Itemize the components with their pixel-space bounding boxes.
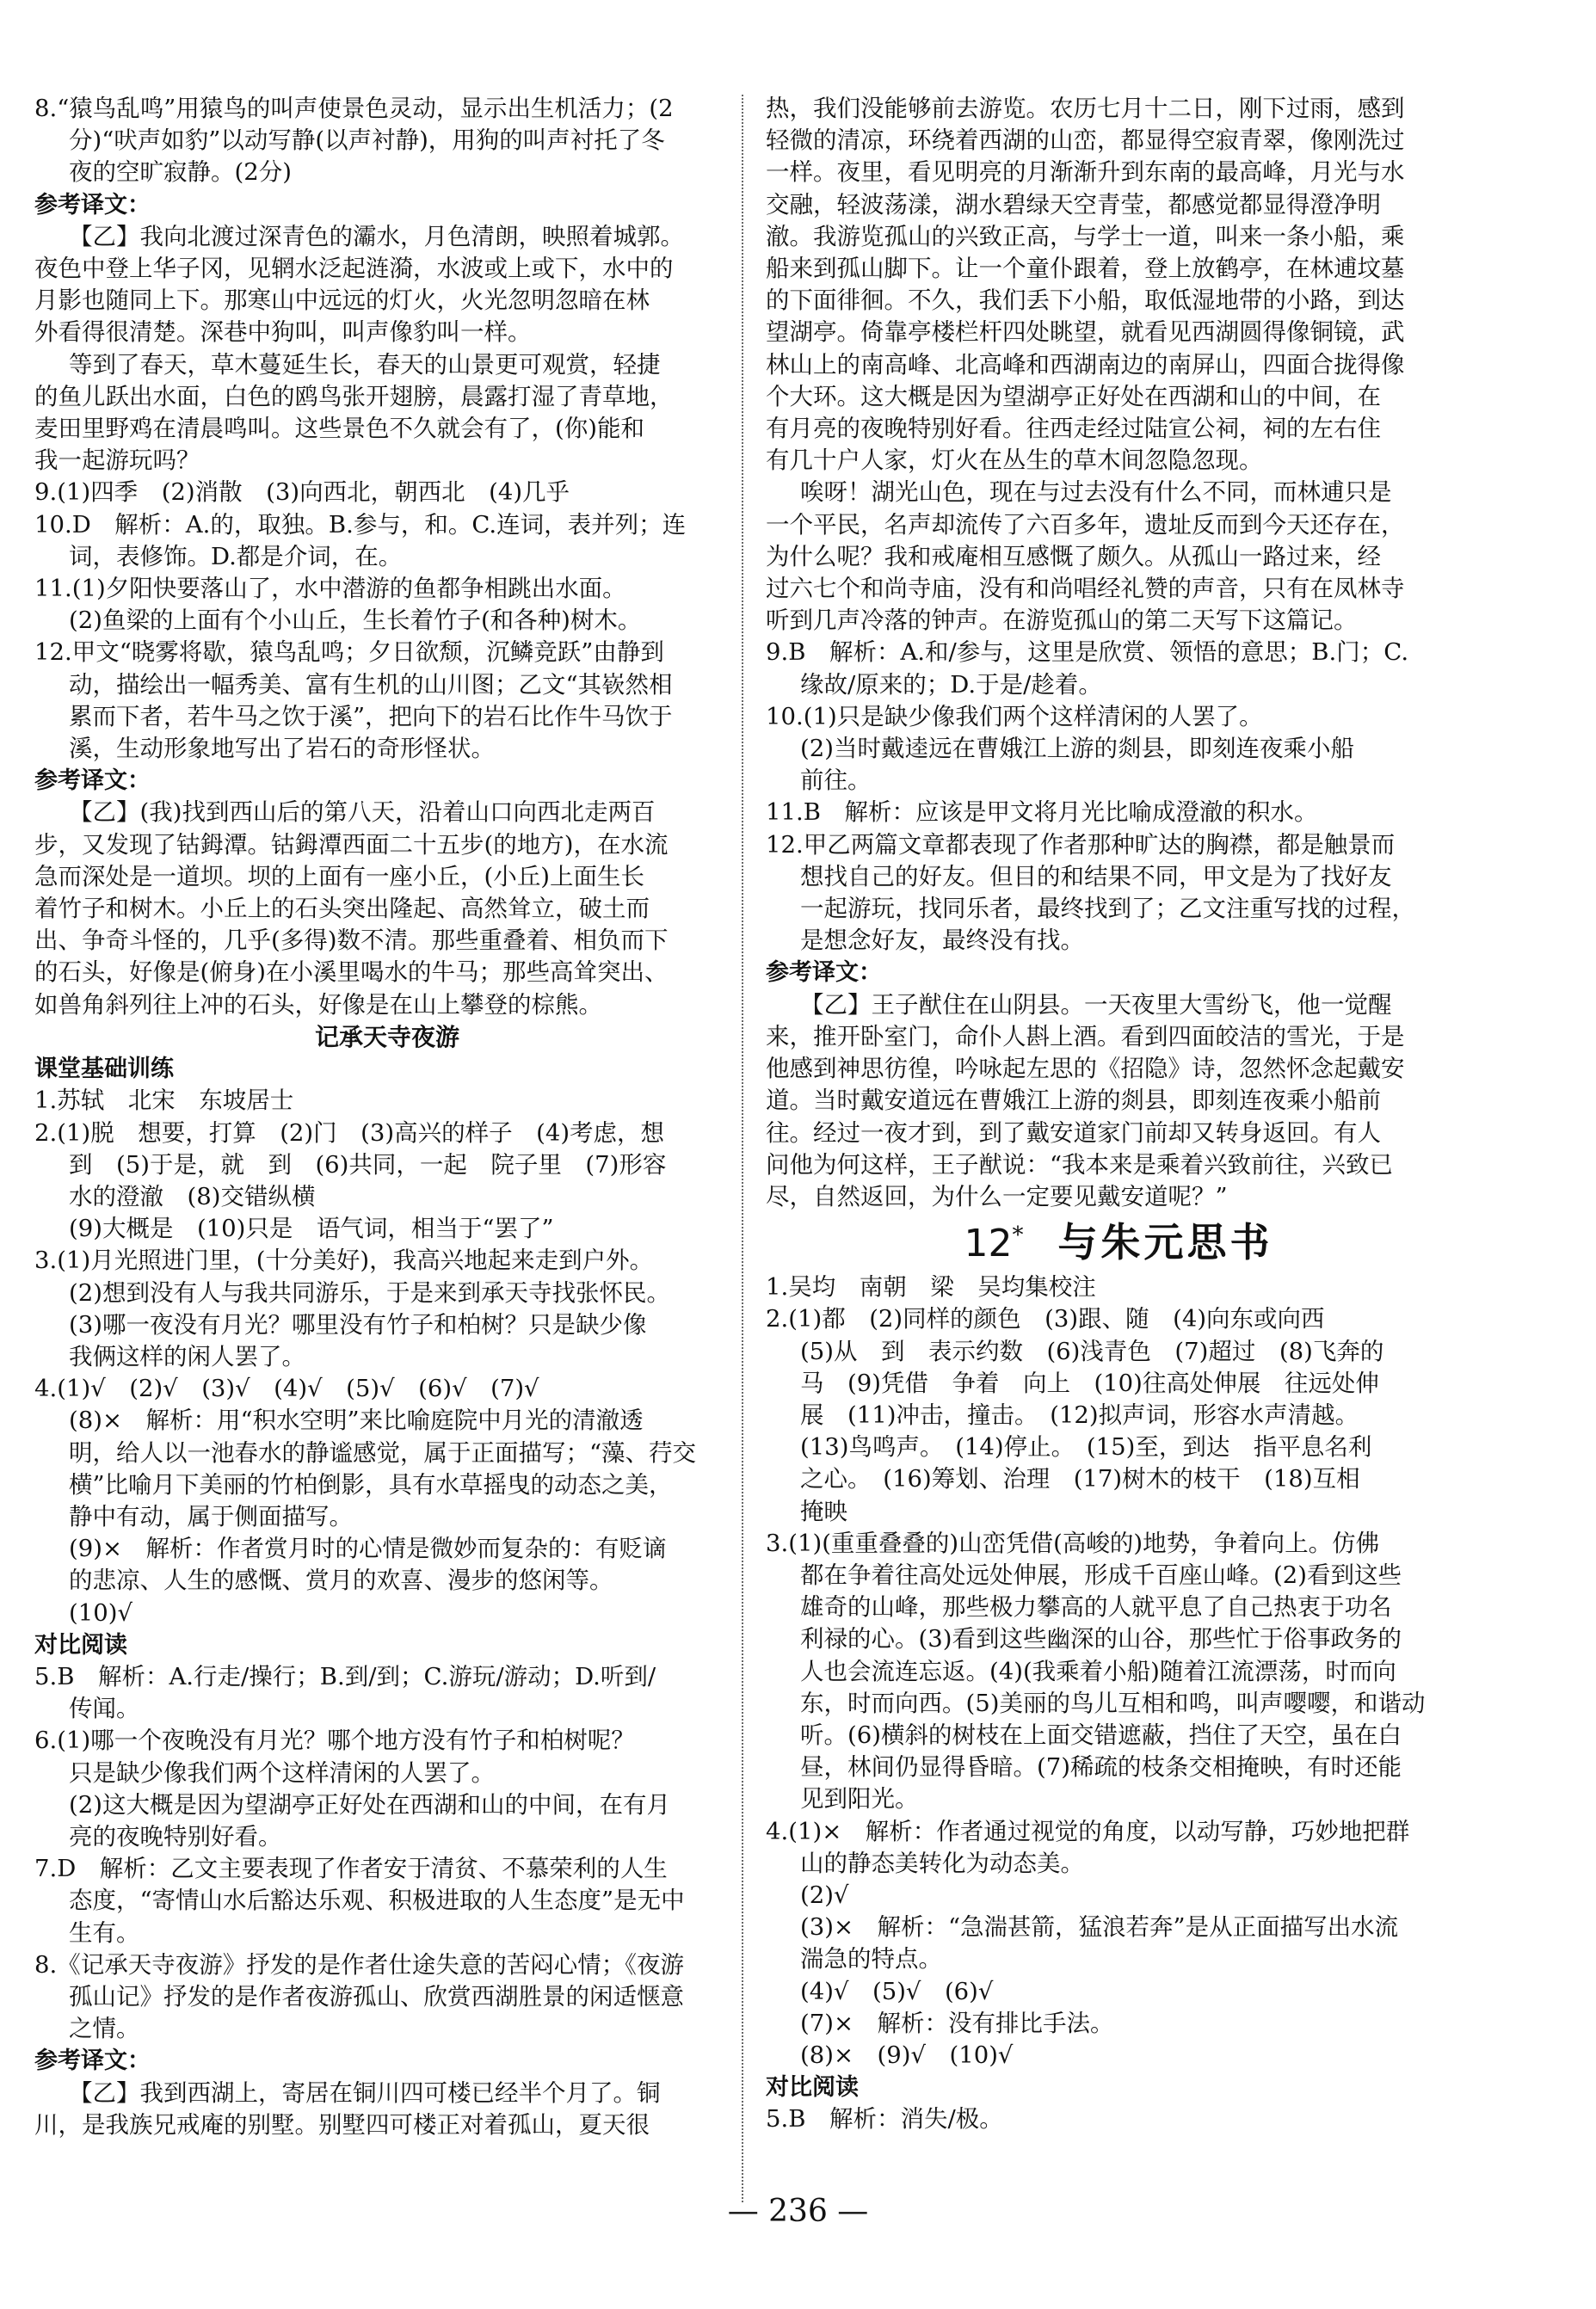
text-line: 传闻。	[69, 1695, 140, 1723]
text-line: 明，给人以一池春水的静谧感觉，属于正面描写；“藻、荇交	[69, 1438, 697, 1467]
text-line: 步，又发现了钴鉧潭。钴鉧潭西面二十五步(的地方)，在水流	[34, 830, 669, 859]
text-line: 11.B 解析：应该是甲文将月光比喻成澄澈的积水。	[766, 798, 1318, 827]
text-line: 林山上的南高峰、北高峰和西湖南边的南屏山，四面合拢得像	[766, 350, 1405, 379]
text-line: 1.苏轼 北宋 东坡居士	[34, 1087, 294, 1115]
text-line: 川，是我族兄戒庵的别墅。别墅四可楼正对着孤山，夏天很	[34, 2110, 650, 2139]
text-line: 的悲凉、人生的感慨、赏月的欢喜、漫步的悠闲等。	[69, 1567, 613, 1595]
text-line: 利禄的心。(3)看到这些幽深的山谷，那些忙于俗事政务的	[800, 1625, 1402, 1653]
text-line: 4.(1)× 解析：作者通过视觉的角度，以动写静，巧妙地把群	[766, 1817, 1410, 1845]
lesson-heading	[766, 1215, 1471, 1270]
text-line: 急而深处是一道坝。坝的上面有一座小丘，(小丘)上面生长	[34, 862, 644, 890]
text-line: 听到几声冷落的钟声。在游览孤山的第二天写下这篇记。	[766, 606, 1358, 635]
text-line: 马 (9)凭借 争着 向上 (10)往高处伸展 往远处伸	[800, 1369, 1379, 1397]
text-line: 见到阳光。	[800, 1785, 919, 1813]
text-line: 外看得很清楚。深巷中狗叫，叫声像豹叫一样。	[34, 318, 532, 347]
text-line: 澈。我游览孤山的兴致正高，与学士一道，叫来一条小船，乘	[766, 222, 1405, 250]
text-line: 我一起游玩吗？	[34, 446, 200, 475]
text-line: 为什么呢？我和戒庵相互感慨了颇久。从孤山一路过来，经	[766, 542, 1381, 570]
text-line: 想找自己的好友。但目的和结果不同，甲文是为了找好友	[800, 862, 1392, 890]
text-line: 麦田里野鸡在清晨鸣叫。这些景色不久就会有了，(你)能和	[34, 415, 644, 443]
text-line: 11.(1)夕阳快要落山了，水中潜游的鱼都争相跳出水面。	[34, 575, 626, 603]
text-line: 夜的空旷寂静。(2分)	[69, 158, 292, 187]
text-line: 【乙】(我)找到西山后的第八天，沿着山口向西北走两百	[69, 798, 656, 827]
text-line: 词，表修饰。D.都是介词，在。	[69, 542, 403, 570]
text-line: 昼，林间仍显得昏暗。(7)稀疏的枝条交相掩映，有时还能	[800, 1753, 1402, 1782]
section-heading: 参考译文：	[766, 959, 882, 987]
article-title: 记承天寺夜游	[314, 1022, 459, 1051]
text-line: 人也会流连忘返。(4)(我乘着小船)随着江流漂荡，时而向	[800, 1657, 1396, 1685]
text-line: 累而下者，若牛马之饮于溪”，把向下的岩石比作牛马饮于	[69, 702, 673, 730]
text-line: 横”比喻月下美丽的竹柏倒影，具有水草摇曳的动态之美，	[69, 1470, 673, 1499]
text-line: (9)× 解析：作者赏月时的心情是微妙而复杂的：有贬谪	[69, 1535, 667, 1563]
section-heading: 参考译文：	[34, 191, 151, 219]
text-line: (2)当时戴逵远在曹娥江上游的剡县，即刻连夜乘小船	[800, 735, 1354, 763]
text-line: (2)这大概是因为望湖亭正好处在西湖和山的中间，在有月	[69, 1790, 670, 1819]
text-line: 10.D 解析：A.的，取独。B.参与，和。C.连词，表并列；连	[34, 510, 687, 539]
lesson-title: 与朱元思书	[1057, 1219, 1273, 1266]
text-line: 的下面徘徊。不久，我们丢下小船，取低湿地带的小路，到达	[766, 286, 1405, 315]
text-line: 前往。	[800, 767, 872, 795]
text-line: 是想念好友，最终没有找。	[800, 927, 1084, 955]
section-heading: 参考译文：	[34, 767, 151, 795]
text-line: 来，推开卧室门，命仆人斟上酒。看到四面皎洁的雪光，于是	[766, 1022, 1405, 1050]
text-line: (13)鸟鸣声。 (14)停止。 (15)至，到达 指平息名利	[800, 1433, 1372, 1462]
text-line: 一个平民，名声却流传了六百多年，遗址反而到今天还存在，	[766, 510, 1405, 539]
text-line: (2)√	[800, 1881, 849, 1909]
text-line: (9)大概是 (10)只是 语气词，相当于“罢了”	[69, 1215, 554, 1243]
text-line: 月影也随同上下。那寒山中远远的灯火，火光忽明忽暗在林	[34, 286, 650, 315]
text-line: 东，时而向西。(5)美丽的鸟儿互相和鸣，叫声嘤嘤，和谐动	[800, 1689, 1426, 1717]
text-line: 展 (11)冲击，撞击。 (12)拟声词，形容水声清越。	[800, 1401, 1359, 1429]
text-line: (8)× (9)√ (10)√	[800, 2041, 1014, 2069]
lesson-number: 12	[964, 1222, 1013, 1266]
text-line: 静中有动，属于侧面描写。	[69, 1502, 353, 1530]
text-line: 一样。夜里，看见明亮的月渐渐升到东南的最高峰，月光与水	[766, 158, 1405, 187]
text-line: 他感到神思彷徨，吟咏起左思的《招隐》诗，忽然怀念起戴安	[766, 1055, 1405, 1083]
text-line: 有几十户人家，灯火在丛生的草木间忽隐忽现。	[766, 446, 1263, 475]
text-line: 动，描绘出一幅秀美、富有生机的山川图；乙文“其嵚然相	[69, 670, 673, 699]
section-heading: 对比阅读	[766, 2074, 859, 2102]
text-line: 一起游玩，找同乐者，最终找到了；乙文注重写找的过程，	[800, 895, 1415, 923]
text-line: 生有。	[69, 1918, 140, 1947]
text-line: 出、争奇斗怪的，几乎(多得)数不清。那些重叠着、相负而下	[34, 927, 669, 955]
text-line: 12.甲文“晓雾将歇，猿鸟乱鸣；夕日欲颓，沉鳞竞跃”由静到	[34, 638, 664, 667]
text-line: 山的静态美转化为动态美。	[800, 1849, 1084, 1877]
text-line: (4)√ (5)√ (6)√	[800, 1977, 994, 2005]
text-line: 2.(1)都 (2)同样的颜色 (3)跟、随 (4)向东或向西	[766, 1305, 1325, 1333]
text-line: 着竹子和树木。小丘上的石头突出隆起、高然耸立，破土而	[34, 895, 650, 923]
text-line: 8.《记承天寺夜游》抒发的是作者仕途失意的苦闷心情；《夜游	[34, 1950, 684, 1979]
text-line: 孤山记》抒发的是作者夜游孤山、欣赏西湖胜景的闲适惬意	[69, 1982, 684, 2010]
text-line: (3)哪一夜没有月光？哪里没有竹子和柏树？只是缺少像	[69, 1310, 647, 1339]
text-line: 3.(1)(重重叠叠的)山峦凭借(高峻的)地势，争着向上。仿佛	[766, 1529, 1380, 1557]
text-line: 9.(1)四季 (2)消散 (3)向西北，朝西北 (4)几乎	[34, 478, 570, 507]
text-line: (5)从 到 表示约数 (6)浅青色 (7)超过 (8)飞奔的	[800, 1337, 1384, 1365]
text-line: 之心。 (16)筹划、治理 (17)树木的枝干 (18)互相	[800, 1465, 1360, 1493]
text-line: 9.B 解析：A.和/参与，这里是欣赏、领悟的意思；B.门；C.	[766, 638, 1409, 667]
text-line: 1.吴均 南朝 梁 吴均集校注	[766, 1273, 1096, 1302]
text-line: 夜色中登上华子冈，见辋水泛起涟漪，水波或上或下，水中的	[34, 255, 674, 283]
text-line: 3.(1)月光照进门里，(十分美好)，我高兴地起来走到户外。	[34, 1247, 654, 1275]
text-line: 的石头，好像是(俯身)在小溪里喝水的牛马；那些高耸突出、	[34, 958, 669, 987]
text-line: 交融，轻波荡漾，湖水碧绿天空青莹，都感觉都显得澄净明	[766, 190, 1381, 219]
text-line: 尽，自然返回，为什么一定要见戴安道呢？”	[766, 1182, 1228, 1210]
text-line: 有月亮的夜晚特别好看。往西走经过陆宣公祠，祠的左右住	[766, 415, 1381, 443]
text-line: (2)鱼梁的上面有个小山丘，生长着竹子(和各种)树木。	[69, 606, 642, 635]
text-line: 热，我们没能够前去游览。农历七月十二日，刚下过雨，感到	[766, 95, 1405, 122]
lesson-star: *	[1012, 1222, 1024, 1249]
text-line: 分)“吠声如豹”以动写静(以声衬静)，用狗的叫声衬托了冬	[69, 126, 665, 155]
text-line: 望湖亭。倚靠亭楼栏杆四处眺望，就看见西湖圆得像铜镜，武	[766, 318, 1405, 347]
text-line: 的鱼儿跃出水面，白色的鸥鸟张开翅膀，晨露打湿了青草地，	[34, 382, 674, 410]
text-line: 道。当时戴安道远在曹娥江上游的剡县，即刻连夜乘小船前	[766, 1087, 1381, 1115]
text-line: 我俩这样的闲人罢了。	[69, 1342, 305, 1370]
text-line: 水的澄澈 (8)交错纵横	[69, 1182, 316, 1210]
text-line: 往。经过一夜才到，到了戴安道家门前却又转身返回。有人	[766, 1118, 1381, 1147]
text-line: 溪，生动形象地写出了岩石的奇形怪状。	[69, 735, 495, 763]
text-line: 雄奇的山峰，那些极力攀高的人就平息了自己热衷于功名	[800, 1593, 1392, 1622]
text-line: 8.“猿鸟乱鸣”用猿鸟的叫声使景色灵动，显示出生机活力；(2	[34, 95, 674, 122]
text-line: 5.B 解析：消失/极。	[766, 2105, 1003, 2134]
text-line: 之情。	[69, 2015, 140, 2043]
text-line: 到 (5)于是，就 到 (6)共同，一起 院子里 (7)形容	[69, 1150, 667, 1179]
text-line: (10)√	[69, 1598, 132, 1627]
text-line: 只是缺少像我们两个这样清闲的人罢了。	[69, 1758, 495, 1787]
text-line: 个大环。这大概是因为望湖亭正好处在西湖和山的中间，在	[766, 382, 1381, 410]
left-column	[34, 93, 740, 2141]
section-heading: 课堂基础训练	[34, 1056, 174, 1083]
right-column	[766, 93, 1471, 2136]
text-line: 【乙】王子猷住在山阴县。一天夜里大雪纷飞，他一觉醒	[800, 990, 1392, 1019]
text-line: 态度，“寄情山水后豁达乐观、积极进取的人生态度”是无中	[69, 1887, 685, 1915]
text-line: 掩映	[800, 1497, 847, 1525]
section-heading: 对比阅读	[34, 1631, 127, 1659]
page-number: — 236 —	[727, 2194, 869, 2229]
section-heading: 参考译文：	[34, 2047, 151, 2075]
text-line: 船来到孤山脚下。让一个童仆跟着，登上放鹤亭，在林逋坟墓	[766, 255, 1405, 283]
text-line: 如兽角斜列往上冲的石头，好像是在山上攀登的棕熊。	[34, 990, 602, 1019]
text-line: 缘故/原来的；D.于是/趁着。	[800, 670, 1102, 699]
text-line: (2)想到没有人与我共同游乐，于是来到承天寺找张怀民。	[69, 1278, 670, 1307]
text-line: 问他为何这样，王子猷说：“我本来是乘着兴致前往，兴致已	[766, 1150, 1394, 1179]
text-line: 5.B 解析：A.行走/操行；B.到/到；C.游玩/游动；D.听到/	[34, 1662, 656, 1690]
column-divider	[742, 95, 743, 2202]
text-line: 2.(1)脱 想要，打算 (2)门 (3)高兴的样子 (4)考虑，想	[34, 1118, 665, 1147]
text-line: (8)× 解析：用“积水空明”来比喻庭院中月光的清澈透	[69, 1407, 644, 1435]
text-line: 12.甲乙两篇文章都表现了作者那种旷达的胸襟，都是触景而	[766, 830, 1396, 859]
text-line: 唉呀！湖光山色，现在与过去没有什么不同，而林逋只是	[800, 478, 1392, 507]
text-line: (3)× 解析：“急湍甚箭，猛浪若奔”是从正面描写出水流	[800, 1913, 1399, 1942]
text-line: 都在争着往高处远处伸展，形成千百座山峰。(2)看到这些	[800, 1561, 1402, 1589]
text-line: 7.D 解析：乙文主要表现了作者安于清贫、不慕荣利的人生	[34, 1855, 668, 1883]
text-line: 【乙】我向北渡过深青色的灞水，月色清朗，映照着城郭。	[69, 222, 684, 250]
text-line: (7)× 解析：没有排比手法。	[800, 2009, 1114, 2037]
text-line: 10.(1)只是缺少像我们两个这样清闲的人罢了。	[766, 702, 1263, 730]
text-line: 轻微的清凉，环绕着西湖的山峦，都显得空寂青翠，像刚洗过	[766, 126, 1405, 155]
text-line: 6.(1)哪一个夜晚没有月光？哪个地方没有竹子和柏树呢？	[34, 1727, 635, 1755]
text-line: 亮的夜晚特别好看。	[69, 1822, 282, 1850]
text-line: 过六七个和尚寺庙，没有和尚唱经礼赞的声音，只有在凤林寺	[766, 575, 1405, 603]
text-line: 4.(1)√ (2)√ (3)√ (4)√ (5)√ (6)√ (7)√	[34, 1375, 539, 1403]
text-line: 听。(6)横斜的树枝在上面交错遮蔽，挡住了天空，虽在白	[800, 1721, 1402, 1749]
text-line: 湍急的特点。	[800, 1945, 942, 1973]
text-line: 【乙】我到西湖上，寄居在铜川四可楼已经半个月了。铜	[69, 2078, 661, 2107]
text-line: 等到了春天，草木蔓延生长，春天的山景更可观赏，轻捷	[69, 350, 661, 379]
